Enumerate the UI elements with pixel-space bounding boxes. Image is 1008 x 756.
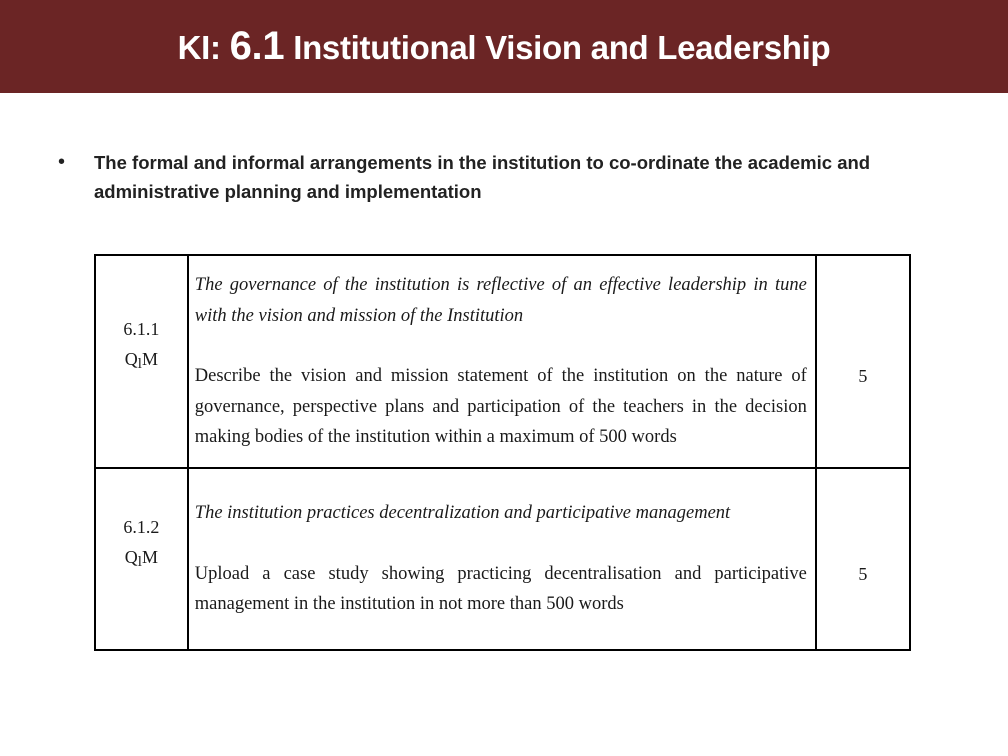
metric-weight-cell [816,255,910,468]
metric-weight: 5 [858,563,868,584]
metric-id-cell [95,468,188,650]
title-rest: Institutional Vision and Leadership [293,29,831,66]
metric-description: Describe the vision and mission statement of the institution on the nature of governance, perspective plans and participation of the teachers in the decision making bodies of the institution within a maximum of 500 words [194,366,807,448]
metric-weight-cell [816,468,910,650]
title-bar [0,0,1008,93]
metric-description-cell [188,255,816,468]
bullet-text: The formal and informal arrangements in the institution to co-ordinate the academic and administrative planning and implementation [94,152,871,202]
metric-type: QlM [124,546,158,570]
bullet-item [58,148,968,206]
metric-id: 6.1.1 [123,319,160,339]
metric-id: 6.1.2 [123,516,160,537]
metric-statement: The governance of the institution is reflective of an effective leadership in tune with the vision and mission of the Institution [194,275,807,326]
metric-statement: The institution practices decentralization and participative management [194,503,731,524]
title-number: 6.1 [229,24,285,68]
metric-type: QlM [124,349,158,372]
metrics-table [94,254,911,651]
page-title [178,24,831,69]
metric-description: Upload a case study showing practicing decentralisation and participative management in the institution in not more than 500 words [194,563,807,615]
metric-description-cell [188,468,816,650]
bullet-marker: • [58,151,66,173]
title-prefix: KI: [177,29,221,66]
metric-weight: 5 [858,366,868,386]
table-row [95,255,910,468]
metric-id-cell [95,255,188,468]
table-row [95,468,910,650]
